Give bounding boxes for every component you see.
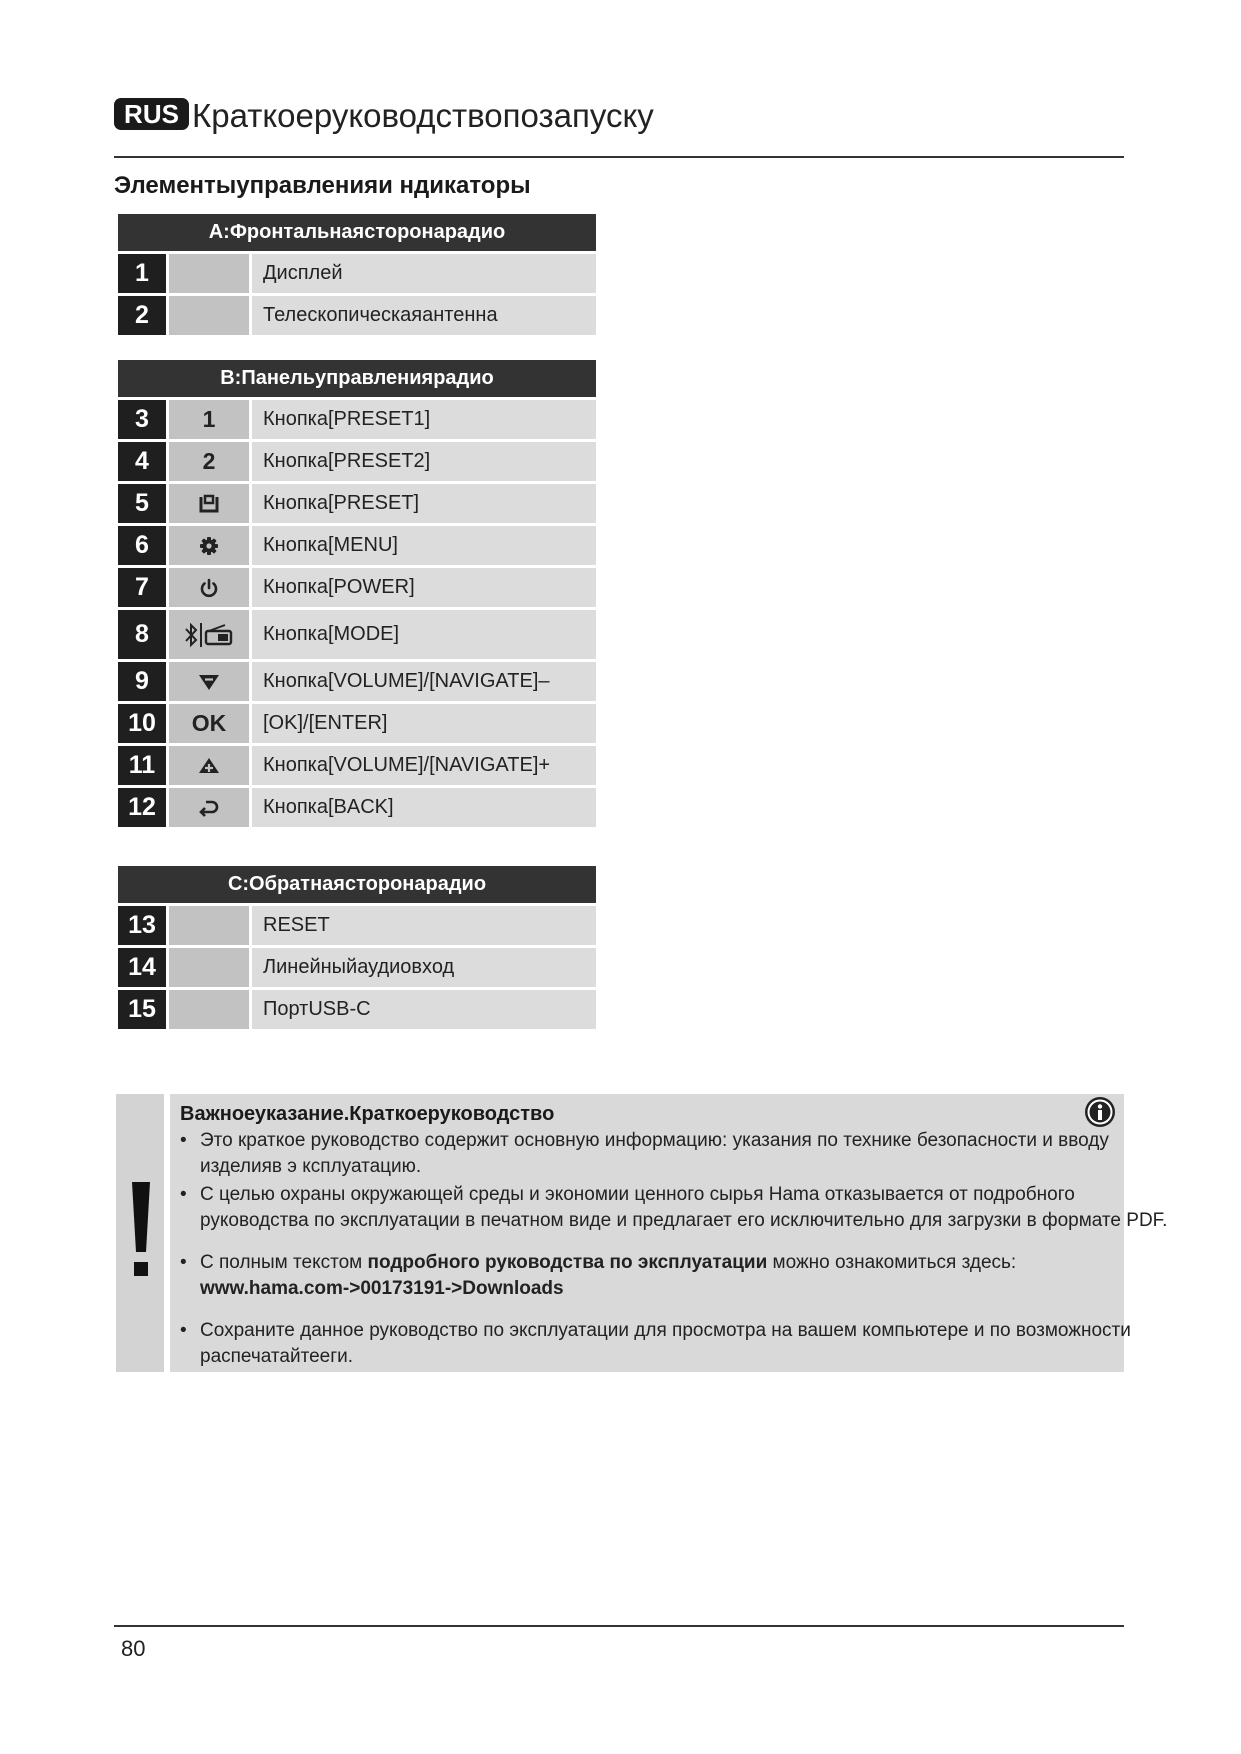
preset-2-symbol: 2 <box>202 448 216 474</box>
info-icon <box>1084 1096 1116 1128</box>
row-label: RESET <box>252 906 596 945</box>
symbol-cell <box>169 296 249 335</box>
row-number: 10 <box>118 704 166 743</box>
row-label: Кнопка[MENU] <box>252 526 596 565</box>
exclamation-icon <box>130 1182 152 1282</box>
symbol-cell <box>169 990 249 1029</box>
bullet-text: изделияв э ксплуатацию. <box>200 1156 422 1177</box>
table-header: B:Панельуправлениярадио <box>118 360 596 397</box>
row-number: 8 <box>118 610 166 659</box>
symbol-cell <box>169 788 249 827</box>
symbol-cell <box>169 484 249 523</box>
row-label: Линейныйаудиовход <box>252 948 596 987</box>
table-row <box>118 662 596 701</box>
row-label: Кнопка[PRESET] <box>252 484 596 523</box>
row-label: Кнопка[MODE] <box>252 610 596 659</box>
row-label: Телескопическаяантенна <box>252 296 596 335</box>
symbol-cell <box>169 662 249 701</box>
bluetooth-radio-icon <box>182 620 236 650</box>
bullet-text-start: С полным текстом <box>200 1252 368 1273</box>
row-number: 11 <box>118 746 166 785</box>
bullet-text-end: можно ознакомиться здесь: <box>767 1252 1017 1273</box>
table-header: C:Обратнаясторонарадио <box>118 866 596 903</box>
table-row <box>118 526 596 565</box>
row-number: 1 <box>118 254 166 293</box>
row-label: Кнопка[VOLUME]/[NAVIGATE]– <box>252 662 596 701</box>
row-number: 9 <box>118 662 166 701</box>
front-side-table <box>118 214 596 338</box>
row-number: 15 <box>118 990 166 1029</box>
row-label: ПортUSB-C <box>252 990 596 1029</box>
row-label: Кнопка[POWER] <box>252 568 596 607</box>
symbol-cell <box>169 254 249 293</box>
row-number: 2 <box>118 296 166 335</box>
table-row <box>118 400 596 439</box>
symbol-cell <box>169 526 249 565</box>
symbol-cell <box>169 568 249 607</box>
row-label: [OK]/[ENTER] <box>252 704 596 743</box>
bullet-text <box>200 1250 1016 1276</box>
table-row <box>118 296 596 335</box>
document-title: Краткоеруководствопозапуску <box>192 97 654 134</box>
back-arrow-icon <box>198 798 220 818</box>
section-title: Элементыуправленияи ндикаторы <box>114 172 531 199</box>
bullet-dot: • <box>180 1320 187 1341</box>
symbol-cell <box>169 704 249 743</box>
language-badge: RUS <box>114 98 189 130</box>
row-number: 4 <box>118 442 166 481</box>
symbol-cell <box>169 610 249 659</box>
table-row <box>118 906 596 945</box>
important-note-box <box>116 1094 1168 1372</box>
row-label: Кнопка[VOLUME]/[NAVIGATE]+ <box>252 746 596 785</box>
symbol-cell <box>169 400 249 439</box>
row-number: 14 <box>118 948 166 987</box>
footer-divider <box>114 1625 1124 1627</box>
table-row <box>118 704 596 743</box>
row-number: 5 <box>118 484 166 523</box>
power-icon <box>198 577 220 599</box>
table-row <box>118 788 596 827</box>
bullet-text: руководства по эксплуатации в печатном виде и предлагает его исключительно для загрузки в формате PDF. <box>200 1210 1168 1231</box>
bullet-dot: • <box>180 1252 187 1273</box>
rear-side-table <box>118 866 596 1032</box>
table-header: A:Фронтальнаясторонарадио <box>118 214 596 251</box>
note-side-bar <box>116 1094 164 1372</box>
preset-1-symbol: 1 <box>202 406 216 432</box>
volume-up-triangle-icon <box>197 756 221 776</box>
row-label: Кнопка[BACK] <box>252 788 596 827</box>
control-panel-table <box>118 360 596 830</box>
table-row <box>118 568 596 607</box>
note-content <box>170 1094 1168 1372</box>
page-header <box>114 96 1124 158</box>
table-row <box>118 442 596 481</box>
row-number: 12 <box>118 788 166 827</box>
table-row <box>118 254 596 293</box>
page-number: 80 <box>121 1636 146 1661</box>
row-label: Дисплей <box>252 254 596 293</box>
row-number: 13 <box>118 906 166 945</box>
manual-emphasis: подробного руководства по эксплуатации <box>367 1252 768 1273</box>
volume-down-triangle-icon <box>197 672 221 692</box>
table-row <box>118 948 596 987</box>
gear-icon <box>199 536 219 556</box>
note-title: Важноеуказание.Краткоеруководство <box>180 1103 555 1125</box>
symbol-cell <box>169 948 249 987</box>
download-link[interactable]: www.hama.com->00173191->Downloads <box>200 1278 564 1299</box>
bullet-text: Это краткое руководство содержит основную информацию: указания по технике безопасности и вводу <box>200 1130 1109 1151</box>
table-row <box>118 484 596 523</box>
bullet-text: С целью охраны окружающей среды и экономии ценного сырья Hama отказывается от подробного <box>200 1184 1075 1205</box>
save-preset-icon <box>198 493 220 515</box>
table-row <box>118 610 596 659</box>
row-label: Кнопка[PRESET2] <box>252 442 596 481</box>
row-number: 3 <box>118 400 166 439</box>
bullet-text: Сохраните данное руководство по эксплуатации для просмотра на вашем компьютере и по возможности <box>200 1320 1131 1341</box>
bullet-text: распечатайтееги. <box>200 1346 354 1367</box>
symbol-cell <box>169 442 249 481</box>
ok-symbol: OK <box>191 710 227 736</box>
table-row <box>118 746 596 785</box>
symbol-cell <box>169 906 249 945</box>
bullet-dot: • <box>180 1184 187 1205</box>
row-number: 6 <box>118 526 166 565</box>
symbol-cell <box>169 746 249 785</box>
bullet-dot: • <box>180 1130 187 1151</box>
row-label: Кнопка[PRESET1] <box>252 400 596 439</box>
row-number: 7 <box>118 568 166 607</box>
table-row <box>118 990 596 1029</box>
